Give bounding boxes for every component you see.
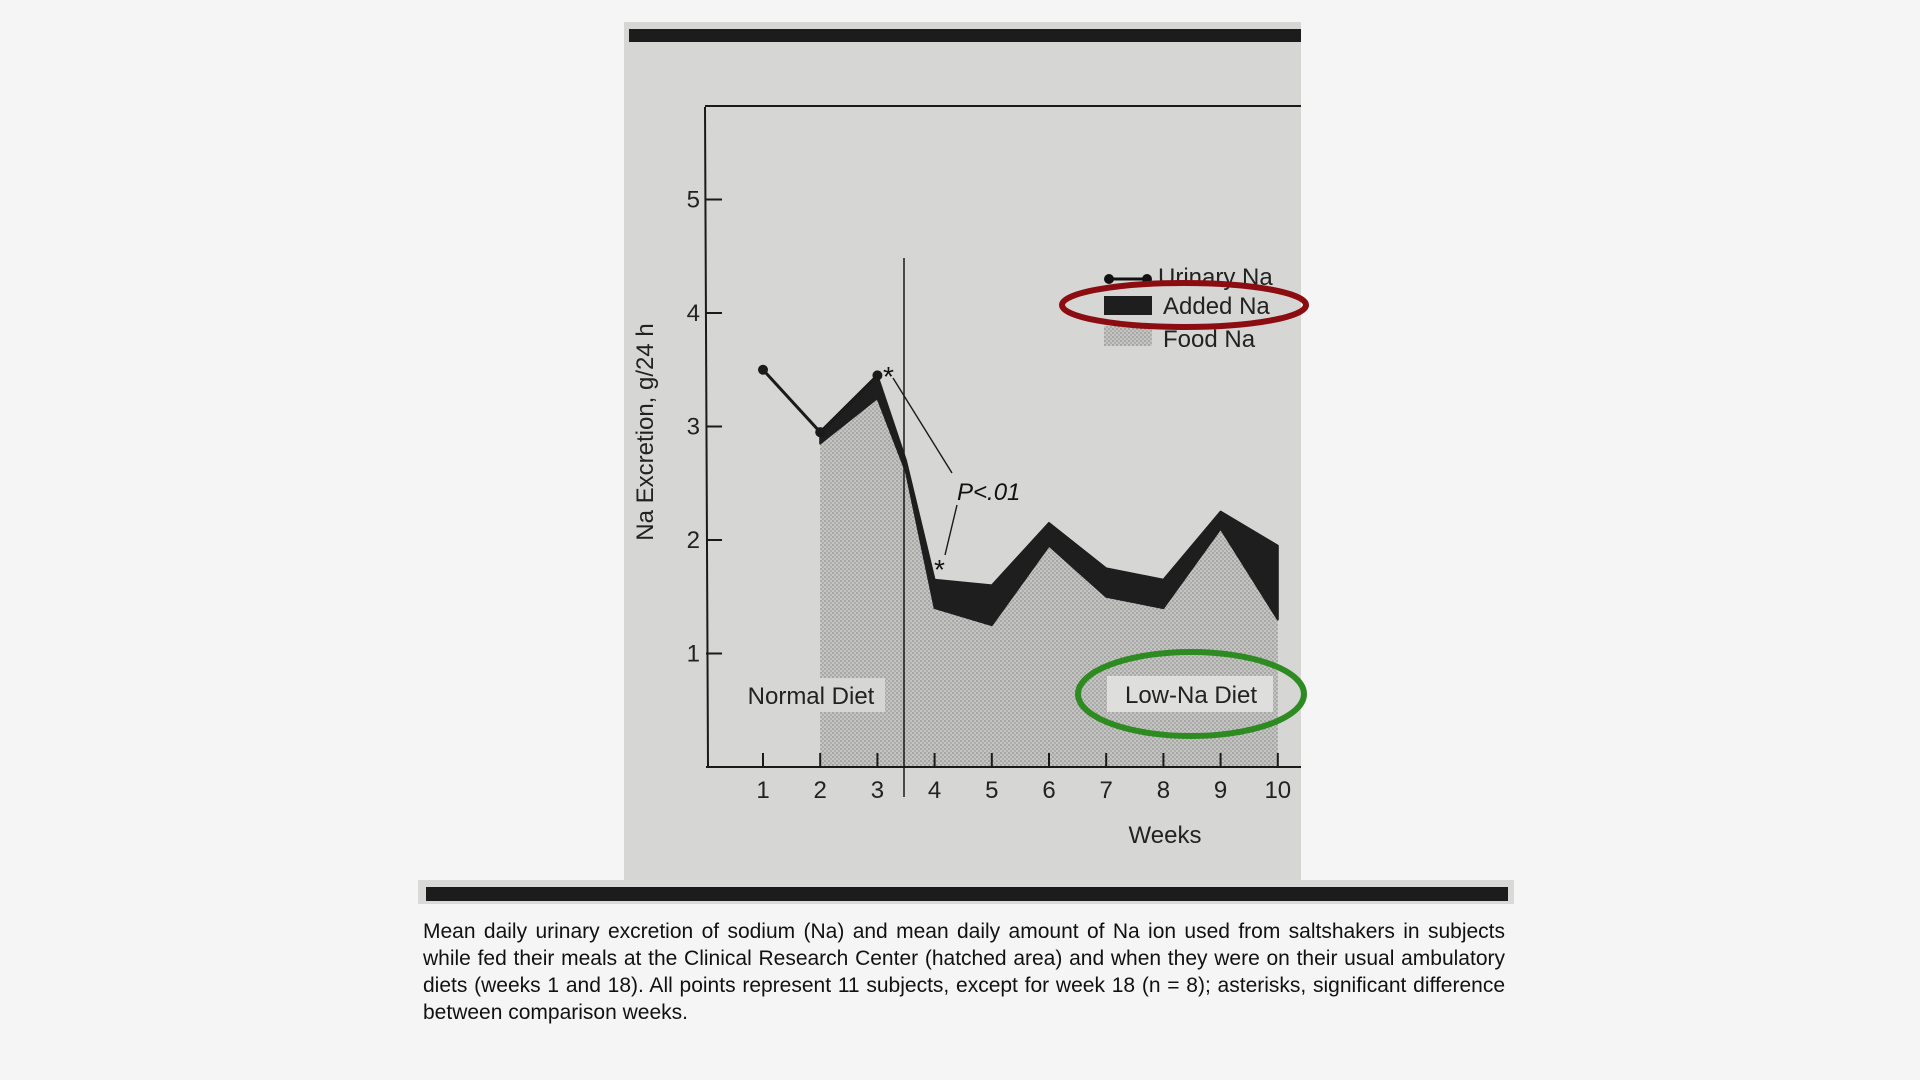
x-tick-label: 2: [813, 777, 827, 804]
legend-added-label: Added Na: [1163, 293, 1270, 320]
significance-label: P<.01: [957, 479, 1021, 506]
urinary-na-point: [872, 370, 882, 380]
urinary-na-point: [815, 427, 825, 437]
y-tick-label: 1: [686, 640, 700, 668]
low-na-diet-label: Low-Na Diet: [1124, 682, 1258, 709]
y-tick-label: 2: [686, 527, 700, 554]
figure-caption: Mean daily urinary excretion of sodium (Na) and mean daily amount of Na ion used from saltshakers in subjects while fed their meals at the Clinical Research Center (hatched area) and when they were on their usual ambulatory diets (weeks 1 and 18). All points represent 11 subjects, except for week 18 (n = 8); asterisks, significant difference between comparison weeks.: [423, 920, 1505, 1024]
x-tick-label: 8: [1156, 777, 1171, 804]
y-tick-label: 3: [686, 413, 700, 441]
y-tick-label: 4: [686, 300, 700, 327]
x-tick-label: 3: [870, 777, 885, 804]
urinary-na-point: [758, 365, 768, 375]
y-tick-label: 5: [686, 186, 700, 214]
x-tick-label: 6: [1042, 777, 1056, 804]
x-axis-title: Weeks: [1128, 822, 1202, 849]
legend: [1101, 262, 1301, 353]
legend-urinary-label: Urinary Na: [1158, 264, 1273, 291]
x-tick-label: 5: [985, 777, 999, 804]
significance-leader-lower: [945, 505, 957, 555]
x-tick-label: 10: [1264, 777, 1292, 804]
asterisk-week3: *: [883, 361, 894, 392]
x-tick-label: 9: [1213, 777, 1228, 804]
y-ticks: [687, 187, 722, 668]
y-axis-title: Na Excretion, g/24 h: [632, 323, 659, 541]
legend-food-swatch: [1104, 326, 1152, 346]
y-axis-line: [705, 107, 708, 767]
x-tick-label: 4: [927, 777, 942, 804]
legend-added-swatch: [1104, 296, 1152, 315]
asterisk-week4: *: [934, 554, 945, 585]
normal-diet-label: Normal Diet: [747, 683, 875, 710]
legend-urinary-point: [1104, 274, 1114, 284]
legend-food-label: Food Na: [1163, 326, 1256, 353]
x-tick-label: 7: [1099, 777, 1113, 804]
x-tick-label: 1: [756, 777, 770, 804]
